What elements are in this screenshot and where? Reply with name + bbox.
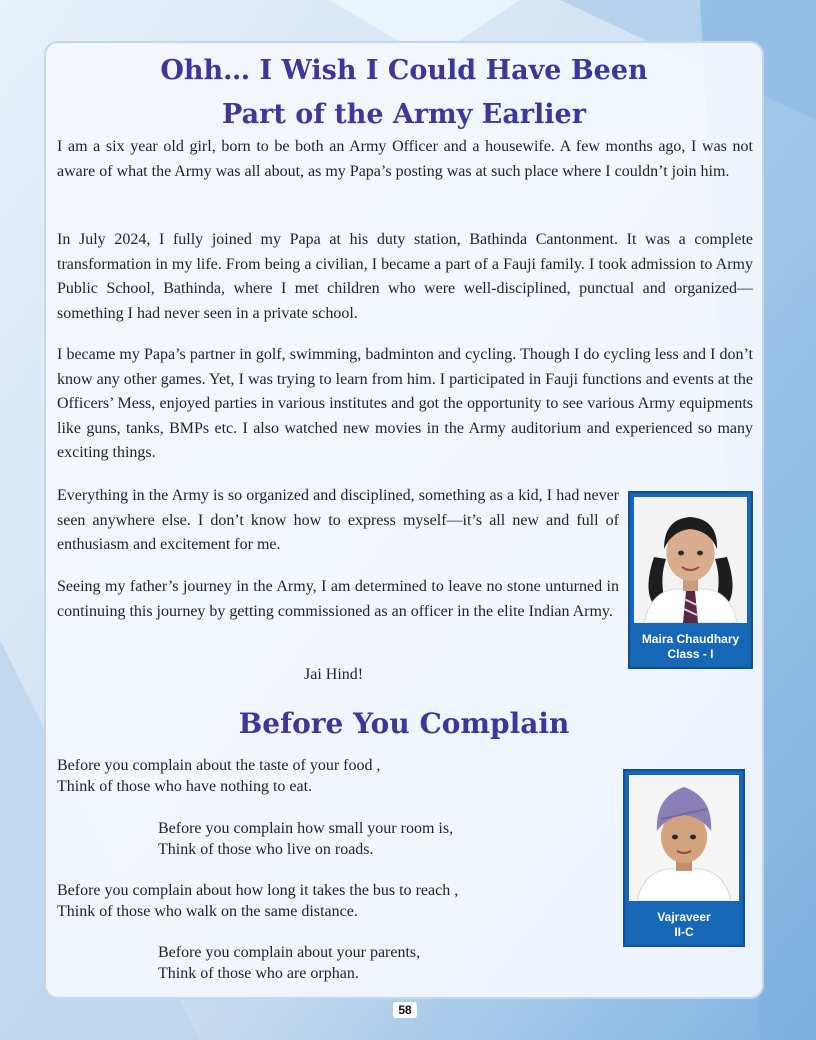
page-number: 58 [393, 1002, 417, 1018]
poem-line: Before you complain how small your room is, [158, 820, 454, 837]
author-class-maira: Class - I [667, 647, 714, 661]
article1-closing: Jai Hind! [304, 666, 364, 683]
author-photo-vajraveer [629, 775, 739, 901]
article1-paragraph-2: In July 2024, I fully joined my Papa at his duty station, Bathinda Cantonment. It was a complete transformation in my life. From being a civilian, I became a part of a Fauji family. I took admission to Army Public School, Bathinda, where I met children who were well-disciplined, punctual and organized—something I had never seen in a private school. [57, 231, 753, 322]
article1-title-line2: Part of the Army Earlier [222, 99, 586, 130]
author-photo-card-vajraveer [623, 769, 745, 947]
author-photo-maira [634, 497, 747, 623]
article1-paragraph-4: Everything in the Army is so organized and disciplined, something as a kid, I had never seen anywhere else. I don’t know how to express myself—it’s all new and full of enthusiasm and excitement for me. [57, 487, 619, 554]
author-class-vajraveer: II-C [674, 925, 694, 939]
poem-line: Before you complain about how long it takes the bus to reach , [57, 882, 459, 899]
poem-line: Think of those who live on roads. [158, 841, 374, 858]
article1-paragraph-3: I became my Papa’s partner in golf, swimming, badminton and cycling. Though I do cycling less and I don’t know any other games. Yet, I was trying to learn from him. I participated in Fauji functions and events at the Officers’ Mess, enjoyed parties in various institutes and got the opportunity to see various Army equipments like guns, tanks, BMPs etc. I also watched new movies in the Army auditorium and experienced so many exciting things. [57, 346, 753, 462]
poem-line: Before you complain about the taste of your food , [57, 757, 381, 774]
article1-paragraph-5: Seeing my father’s journey in the Army, I am determined to leave no stone unturned in continuing this journey by getting commissioned as an officer in the elite Indian Army. [57, 578, 619, 620]
poem-line: Think of those who are orphan. [158, 965, 359, 982]
article1-title-line1: Ohh… I Wish I Could Have Been [160, 55, 648, 86]
author-photo-card-maira [628, 491, 753, 669]
author-name-vajraveer: Vajraveer [657, 910, 711, 924]
poem-line: Before you complain about your parents, [158, 944, 421, 961]
poem-line: Think of those who walk on the same distance. [57, 903, 358, 920]
article1-paragraph-1: I am a six year old girl, born to be both an Army Officer and a housewife. A few months ago, I was not aware of what the Army was all about, as my Papa’s posting was at such place where I couldn’t join him. [57, 138, 753, 180]
poem-line: Think of those who have nothing to eat. [57, 778, 313, 795]
author-name-maira: Maira Chaudhary [641, 632, 740, 646]
article2-title: Before You Complain [238, 707, 570, 740]
